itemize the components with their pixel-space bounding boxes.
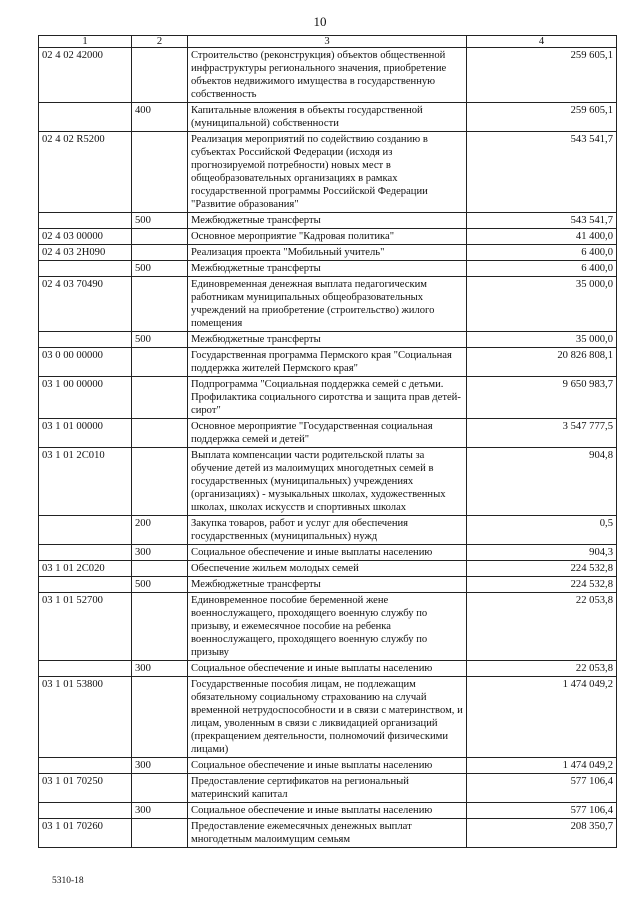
name-cell: Капитальные вложения в объекты государственной (муниципальной) собственности (188, 103, 467, 132)
table-row (39, 758, 617, 774)
name-cell: Закупка товаров, работ и услуг для обеспечения государственных (муниципальных) нужд (188, 516, 467, 545)
code-cell (39, 577, 132, 593)
table-row (39, 593, 617, 661)
code-cell (39, 103, 132, 132)
header-cell-type: 2 (132, 36, 188, 48)
code-cell (39, 803, 132, 819)
name-cell: Строительство (реконструкция) объектов общественной инфраструктуры регионального значения, приобретение объектов недвижимого имущества в государственную собственность (188, 48, 467, 103)
code-cell: 03 1 01 00000 (39, 419, 132, 448)
amount-cell: 543 541,7 (467, 132, 617, 213)
type-cell: 500 (132, 577, 188, 593)
code-cell: 02 4 02 42000 (39, 48, 132, 103)
name-cell: Реализация проекта "Мобильный учитель" (188, 245, 467, 261)
table-row (39, 332, 617, 348)
code-cell: 03 0 00 00000 (39, 348, 132, 377)
name-cell: Социальное обеспечение и иные выплаты населению (188, 661, 467, 677)
table-row (39, 348, 617, 377)
name-cell: Межбюджетные трансферты (188, 332, 467, 348)
table-row (39, 103, 617, 132)
amount-cell: 224 532,8 (467, 577, 617, 593)
code-cell: 02 4 03 70490 (39, 277, 132, 332)
code-cell (39, 261, 132, 277)
type-cell (132, 593, 188, 661)
amount-cell: 6 400,0 (467, 245, 617, 261)
table-row (39, 229, 617, 245)
name-cell: Социальное обеспечение и иные выплаты населению (188, 545, 467, 561)
amount-cell: 1 474 049,2 (467, 677, 617, 758)
name-cell: Обеспечение жильем молодых семей (188, 561, 467, 577)
name-cell: Подпрограмма "Социальная поддержка семей с детьми. Профилактика социального сиротства и защита прав детей-сирот" (188, 377, 467, 419)
name-cell: Социальное обеспечение и иные выплаты населению (188, 803, 467, 819)
type-cell (132, 677, 188, 758)
name-cell: Реализация мероприятий по содействию созданию в субъектах Российской Федерации (исходя из прогнозируемой потребности) новых мест в общеобразовательных организациях в рамках государственной программы Российской Федерации "Развитие образования" (188, 132, 467, 213)
code-cell: 02 4 03 2Н090 (39, 245, 132, 261)
table-row (39, 277, 617, 332)
table-row (39, 261, 617, 277)
code-cell: 02 4 02 R5200 (39, 132, 132, 213)
code-cell: 03 1 01 2С010 (39, 448, 132, 516)
table-row (39, 132, 617, 213)
table-row (39, 448, 617, 516)
type-cell (132, 229, 188, 245)
amount-cell: 22 053,8 (467, 593, 617, 661)
amount-cell: 20 826 808,1 (467, 348, 617, 377)
amount-cell: 3 547 777,5 (467, 419, 617, 448)
name-cell: Межбюджетные трансферты (188, 577, 467, 593)
amount-cell: 35 000,0 (467, 277, 617, 332)
amount-cell: 577 106,4 (467, 803, 617, 819)
type-cell (132, 448, 188, 516)
amount-cell: 259 605,1 (467, 48, 617, 103)
code-cell (39, 545, 132, 561)
name-cell: Основное мероприятие "Кадровая политика" (188, 229, 467, 245)
document-footer-code: 5310-18 (52, 876, 84, 886)
table-row (39, 245, 617, 261)
name-cell: Единовременное пособие беременной жене военнослужащего, проходящего военную службу по призыву, и ежемесячное пособие на ребенка военнослужащего, проходящего военную службу по призыву (188, 593, 467, 661)
code-cell (39, 213, 132, 229)
type-cell: 300 (132, 661, 188, 677)
header-cell-amount: 4 (467, 36, 617, 48)
type-cell (132, 132, 188, 213)
code-cell (39, 758, 132, 774)
table-row (39, 819, 617, 848)
name-cell: Единовременная денежная выплата педагогическим работникам муниципальных общеобразовательных учреждений на приобретение (строительство) жилого помещения (188, 277, 467, 332)
header-cell-code: 1 (39, 36, 132, 48)
amount-cell: 22 053,8 (467, 661, 617, 677)
table-row (39, 419, 617, 448)
name-cell: Государственные пособия лицам, не подлежащим обязательному социальному страхованию на случай временной нетрудоспособности и в связи с материнством, и лицам, уволенным в связи с ликвидацией организаций (прекращением деятельности, полномочий физическими лицами) (188, 677, 467, 758)
name-cell: Предоставление сертификатов на региональный материнский капитал (188, 774, 467, 803)
table-row (39, 545, 617, 561)
type-cell: 500 (132, 261, 188, 277)
type-cell: 400 (132, 103, 188, 132)
type-cell: 300 (132, 803, 188, 819)
table-row (39, 803, 617, 819)
table-row (39, 516, 617, 545)
amount-cell: 543 541,7 (467, 213, 617, 229)
name-cell: Предоставление ежемесячных денежных выплат многодетным малоимущим семьям (188, 819, 467, 848)
table-row (39, 561, 617, 577)
name-cell: Социальное обеспечение и иные выплаты населению (188, 758, 467, 774)
header-cell-name: 3 (188, 36, 467, 48)
page-number: 10 (313, 14, 327, 29)
type-cell (132, 377, 188, 419)
type-cell (132, 419, 188, 448)
name-cell: Межбюджетные трансферты (188, 213, 467, 229)
amount-cell: 208 350,7 (467, 819, 617, 848)
amount-cell: 224 532,8 (467, 561, 617, 577)
name-cell: Выплата компенсации части родительской платы за обучение детей из малоимущих многодетных семей в государственных (муниципальных) учреждениях (организациях) - музыкальных школах, художественных школах, школах искусств и спортивных школах (188, 448, 467, 516)
code-cell: 03 1 01 2С020 (39, 561, 132, 577)
table-row (39, 48, 617, 103)
amount-cell: 1 474 049,2 (467, 758, 617, 774)
type-cell: 300 (132, 545, 188, 561)
amount-cell: 9 650 983,7 (467, 377, 617, 419)
table-row (39, 577, 617, 593)
type-cell (132, 819, 188, 848)
code-cell (39, 332, 132, 348)
type-cell: 500 (132, 213, 188, 229)
amount-cell: 6 400,0 (467, 261, 617, 277)
amount-cell: 0,5 (467, 516, 617, 545)
type-cell (132, 774, 188, 803)
name-cell: Государственная программа Пермского края "Социальная поддержка жителей Пермского края" (188, 348, 467, 377)
table-row (39, 661, 617, 677)
code-cell (39, 661, 132, 677)
type-cell (132, 277, 188, 332)
table-row (39, 377, 617, 419)
amount-cell: 35 000,0 (467, 332, 617, 348)
code-cell: 03 1 00 00000 (39, 377, 132, 419)
name-cell: Межбюджетные трансферты (188, 261, 467, 277)
amount-cell: 41 400,0 (467, 229, 617, 245)
code-cell: 03 1 01 52700 (39, 593, 132, 661)
budget-table (38, 35, 617, 848)
amount-cell: 904,3 (467, 545, 617, 561)
type-cell: 300 (132, 758, 188, 774)
type-cell (132, 561, 188, 577)
header-row (39, 36, 617, 48)
type-cell (132, 48, 188, 103)
code-cell: 03 1 01 70250 (39, 774, 132, 803)
table-row (39, 677, 617, 758)
name-cell: Основное мероприятие "Государственная социальная поддержка семей и детей" (188, 419, 467, 448)
code-cell: 02 4 03 00000 (39, 229, 132, 245)
type-cell (132, 348, 188, 377)
amount-cell: 904,8 (467, 448, 617, 516)
code-cell: 03 1 01 70260 (39, 819, 132, 848)
type-cell: 200 (132, 516, 188, 545)
table-row (39, 213, 617, 229)
type-cell: 500 (132, 332, 188, 348)
amount-cell: 259 605,1 (467, 103, 617, 132)
code-cell: 03 1 01 53800 (39, 677, 132, 758)
code-cell (39, 516, 132, 545)
table-row (39, 774, 617, 803)
type-cell (132, 245, 188, 261)
amount-cell: 577 106,4 (467, 774, 617, 803)
